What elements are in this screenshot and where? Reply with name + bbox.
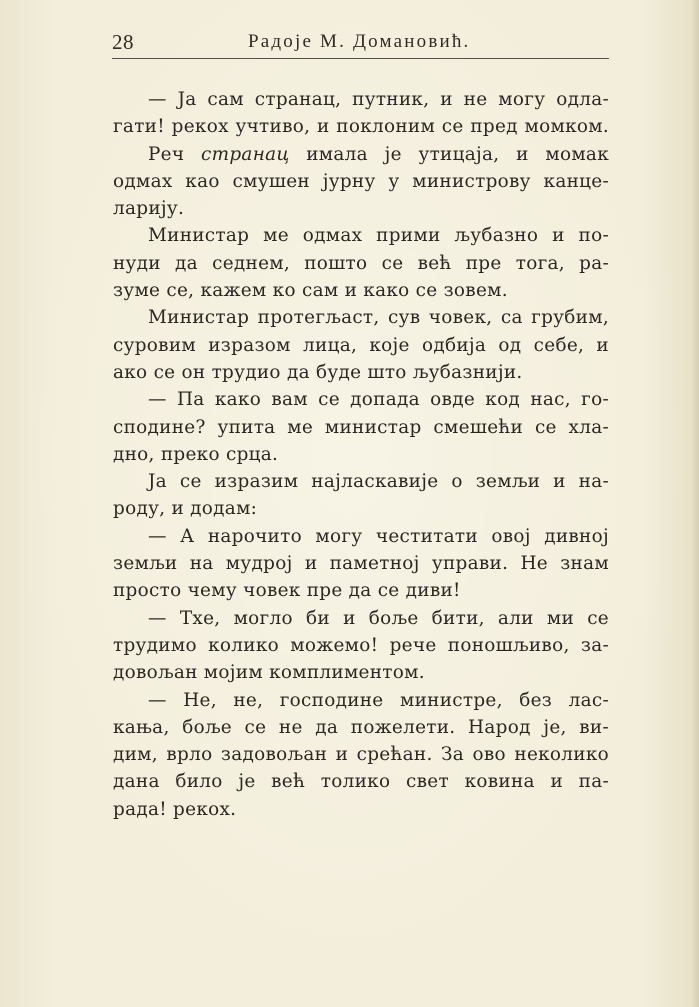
text-line: дно, преко срца. [113, 443, 279, 465]
text-line: кања, боље се не да пожелети. Народ је, ви- [113, 716, 609, 738]
text-line: — Па како вам се допада овде код нас, го- [148, 389, 609, 411]
text-line: ларију. [113, 198, 185, 220]
italic-word: странац [201, 143, 290, 165]
text-line: — Не, не, господине министре, без лас- [148, 689, 609, 711]
text-line: гати! рекох учтиво, и поклоним се пред момком. [113, 116, 609, 138]
text-line: суровим изразом лица, које одбија од себе, и [113, 334, 609, 356]
text-line: трудимо колико можемо! рече поношљиво, за- [113, 634, 609, 656]
text-line: дим, врло задовољан и срећан. За ово неколико [113, 744, 609, 766]
text-line: рада! рекох. [113, 798, 237, 820]
text-line: Ја се изразим најласкавије о земљи и на- [148, 471, 609, 493]
text-line: земљи на мудрој и паметној управи. Не знам [113, 553, 609, 575]
text-line: роду, и додам: [113, 498, 258, 520]
page-edge-shadow [691, 0, 699, 1007]
text-line: нуди да седнем, пошто се већ пре тога, ра- [113, 252, 609, 274]
text-line: сподине? упита ме министар смешећи се хла- [113, 416, 609, 438]
text-line: дана било је већ толико свет ковина и па- [113, 771, 609, 793]
text-segment: имала је утицаја, и момак [289, 143, 609, 165]
running-title: Радоје М. Домановић. [248, 31, 471, 52]
body-text [113, 86, 609, 823]
text-line: — Тхе, могло би и боље бити, али ми се [148, 607, 609, 629]
text-line: Министар ме одмах прими љубазно и по- [148, 225, 609, 247]
text-line: ако се он трудио да буде што љубазнији. [113, 361, 523, 383]
text-line: одмах као смушен јурну у министрову канце- [113, 170, 609, 192]
text-line-emphasis [113, 141, 609, 168]
text-line: — А нарочито могу честитати овој дивној [148, 525, 609, 547]
page-number: 28 [112, 30, 134, 54]
text-line: довољан мојим комплиментом. [113, 662, 425, 684]
text-segment: Реч [148, 143, 202, 165]
running-head [112, 30, 608, 58]
text-line: — Ја сам странац, путник, и не могу одла- [148, 89, 609, 110]
text-line: просто чему човек пре да се диви! [113, 580, 461, 602]
header-rule [112, 58, 609, 59]
text-line: зуме се, кажем ко сам и како се зовем. [113, 280, 508, 302]
text-line: Министар протегљаст, сув човек, са грубим, [148, 307, 609, 329]
